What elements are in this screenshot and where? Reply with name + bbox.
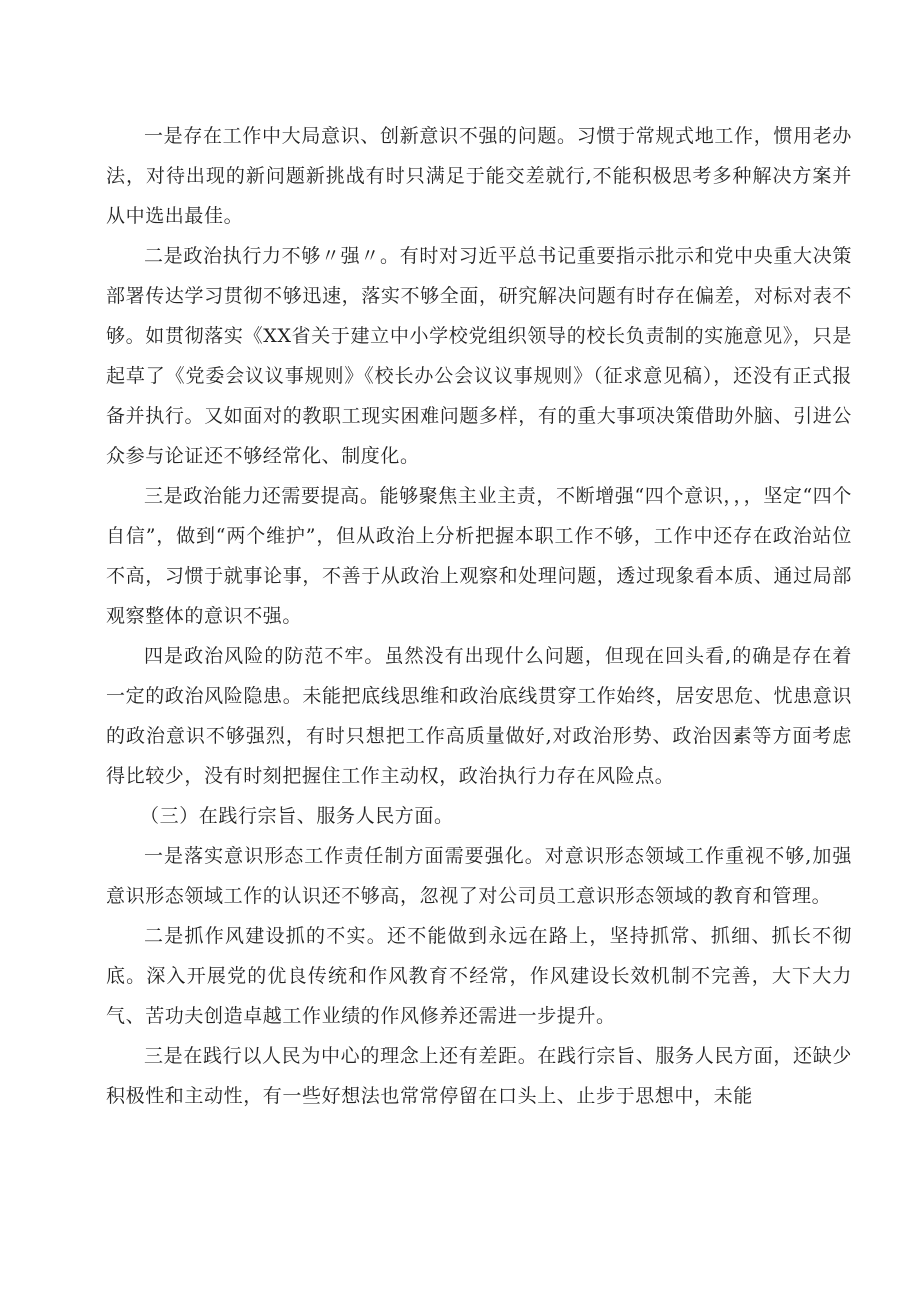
paragraph-people-centered: 三是在践行以人民为中心的理念上还有差距。在践行宗旨、服务人民方面，还缺少积极性和主动性，有一些好想法也常常停留在口头上、止步于思想中，未能 xyxy=(106,1045,852,1107)
paragraph-ideology-responsibility: 一是落实意识形态工作责任制方面需要强化。对意识形态领域工作重视不够,加强意识形态领域工作的认识还不够高，忽视了对公司员工意识形态领域的教育和管理。 xyxy=(106,845,852,907)
paragraph-political-capability: 三是政治能力还需要提高。能够聚焦主业主责，不断增强“四个意识，，，坚定“四个自信”，做到“两个维护”，但从政治上分析把握本职工作不够，工作中还存在政治站位不高，习惯于就事论事，不善于从政治上观察和处理问题，透过现象看本质、通过局部观察整体的意识不强。 xyxy=(106,485,852,627)
paragraph-political-execution: 二是政治执行力不够〃强〃。有时对习近平总书记重要指示批示和党中央重大决策部署传达学习贯彻不够迅速，落实不够全面，研究解决问题有时存在偏差，对标对表不够。如贯彻落实《XX省关于建立中小学校党组织领导的校长负责制的实施意见》，只是起草了《党委会议议事规则》《校长办公会议议事规则》（征求意见稿），还没有正式报备并执行。又如面对的教职工现实困难问题多样，有的重大事项决策借助外脑、引进公众参与论证还不够经常化、制度化。 xyxy=(106,245,852,467)
section-heading-serving-people: （三）在践行宗旨、服务人民方面。 xyxy=(140,805,454,827)
paragraph-work-style: 二是抓作风建设抓的不实。还不能做到永远在路上，坚持抓常、抓细、抓长不彻底。深入开展党的优良传统和作风教育不经常，作风建设长效机制不完善，大下大力气、苦功夫创造卓越工作业绩的作风修养还需进一步提升。 xyxy=(106,925,852,1027)
paragraph-big-picture-awareness: 一是存在工作中大局意识、创新意识不强的问题。习惯于常规式地工作，惯用老办法，对待出现的新问题新挑战有时只满足于能交差就行,不能积极思考多种解决方案并从中选出最佳。 xyxy=(106,125,852,227)
document-body xyxy=(106,116,852,1116)
paragraph-political-risk: 四是政治风险的防范不牢。虽然没有出现什么问题，但现在回头看,的确是存在着一定的政治风险隐患。未能把底线思维和政治底线贯穿工作始终，居安思危、忧患意识的政治意识不够强烈，有时只想把工作高质量做好,对政治形势、政治因素等方面考虑得比较少，没有时刻把握住工作主动权，政治执行力存在风险点。 xyxy=(106,645,852,787)
